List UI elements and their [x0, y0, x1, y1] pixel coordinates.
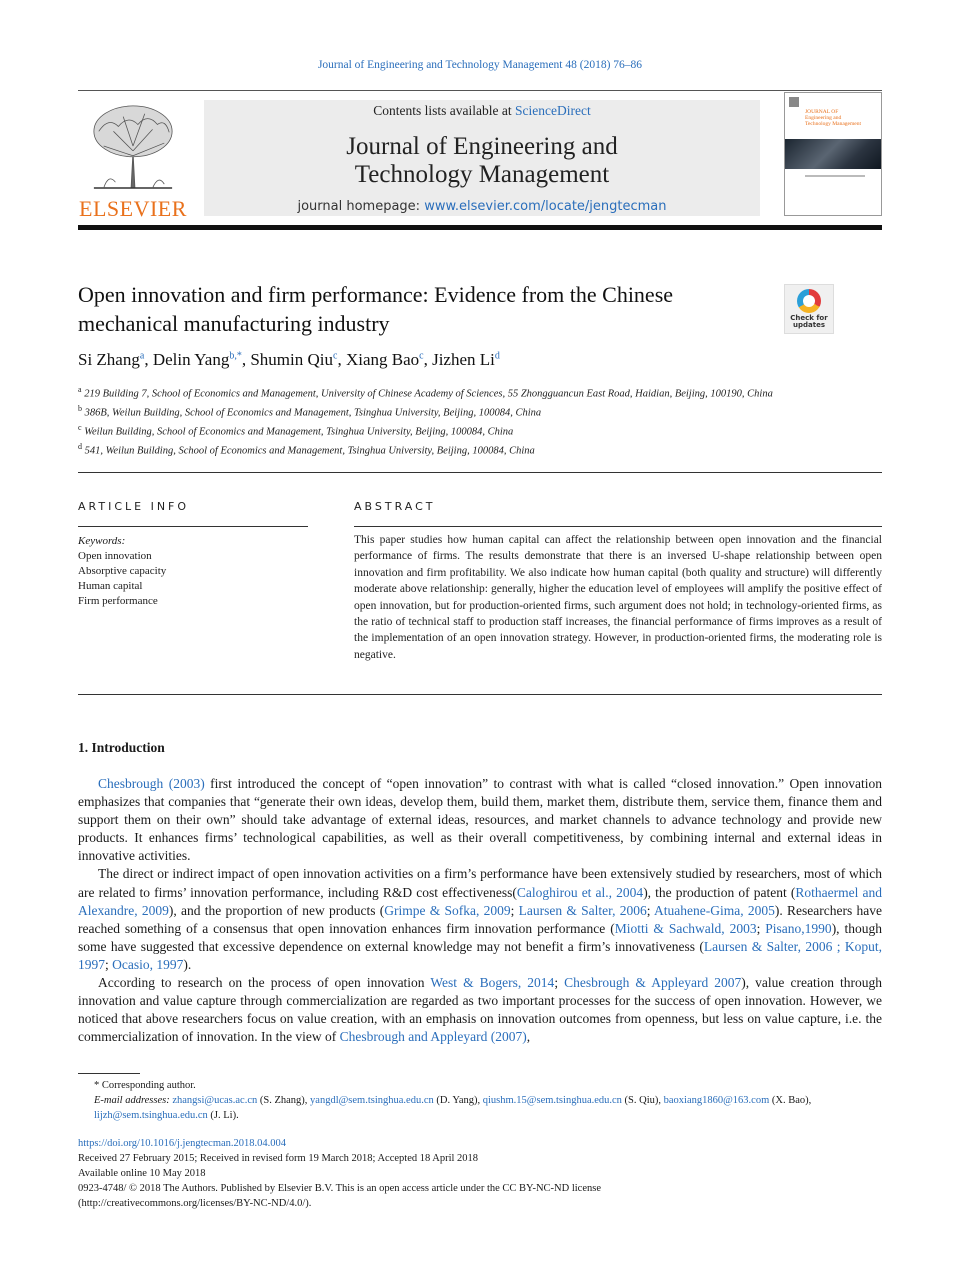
- email-owner: (J. Li).: [207, 1110, 239, 1121]
- header-rule: [78, 90, 882, 91]
- email-label: E-mail addresses:: [94, 1095, 173, 1106]
- author[interactable]: Si Zhang$^a$: [78, 350, 145, 369]
- keyword: Human capital: [78, 580, 143, 592]
- citation-link[interactable]: Miotti & Sachwald, 2003: [614, 920, 757, 936]
- body-text: ;: [554, 975, 565, 991]
- email-owner: (S. Qiu),: [621, 1095, 664, 1106]
- journal-citation[interactable]: Journal of Engineering and Technology Management 48 (2018) 76–86: [317, 59, 643, 71]
- received-dates: Received 27 February 2015; Received in revised form 19 March 2018; Accepted 18 April 2018: [78, 1153, 479, 1164]
- paragraph: [78, 865, 882, 974]
- author[interactable]: Shumin Qiu$^c$: [250, 350, 338, 369]
- cover-subline: [805, 175, 865, 177]
- header-thick-rule: [78, 225, 882, 230]
- article-info-heading: ARTICLE INFO: [78, 500, 190, 513]
- elsevier-logo: [78, 100, 200, 221]
- keyword: Open innovation: [78, 550, 152, 562]
- introduction-heading: 1. Introduction: [78, 740, 165, 755]
- body-text: According to research on the process of open innovation: [98, 975, 431, 991]
- footnotes: [78, 1078, 882, 1123]
- citation-link[interactable]: Rothaermel and Alexandre, 2009: [78, 884, 882, 918]
- elsevier-wordmark: ELSEVIER: [79, 196, 187, 221]
- citation-link[interactable]: Grimpe & Sofka, 2009: [384, 902, 511, 918]
- footnote-rule: [78, 1073, 140, 1074]
- author-list: Si Zhang$^a$, Delin Yang$^{b,*}$, Shumin Qiu$^c$, Xiang Bao$^c$, Jizhen Li$^d$: [78, 350, 500, 369]
- license-text: 0923-4748/ © 2018 The Authors. Published by Elsevier B.V. This is an open access article under the CC BY-NC-ND license: [78, 1183, 601, 1194]
- email-owner: (X. Bao),: [769, 1095, 812, 1106]
- email-link[interactable]: baoxiang1860@163.com: [663, 1095, 770, 1106]
- affiliation: $^b$ 386B, Weilun Building, School of Economics and Management, Tsinghua University, Beijing, 100084, China: [78, 404, 542, 419]
- email-owner: (S. Zhang),: [257, 1095, 311, 1106]
- license-url[interactable]: (http://creativecommons.org/licenses/BY-NC-ND/4.0/).: [78, 1198, 312, 1209]
- cover-logo-icon: [789, 97, 799, 107]
- citation-link[interactable]: Laursen & Salter, 2006 ;: [703, 938, 841, 954]
- section-rule: [78, 472, 882, 473]
- citation-link[interactable]: Pisano,1990: [765, 920, 832, 936]
- citation-link[interactable]: Chesbrough & Appleyard 2007: [564, 975, 742, 991]
- body-text: ). Researchers have reached something of a consensus that open innovation enhances firm innovation performance (: [78, 902, 882, 936]
- body-text: first introduced the concept of “open innovation” to contrast with what is called “closed innovation.” Open innovation emphasizes that companies that “generate their own ideas, develop them, build them, market them, distribute them, service them, finance them and support them on their own” should take advantage of external ideas, resources, and market channels to advance technology and provide new products. It enhances firms’ technological capabilities, as well as their overall competitiveness, by combining internal and external ideas in innovative activities.: [78, 776, 882, 864]
- author[interactable]: Jizhen Li$^d$: [432, 350, 500, 369]
- email-link[interactable]: qiushm.15@sem.tsinghua.edu.cn: [482, 1095, 622, 1106]
- section-rule: [78, 694, 882, 695]
- affiliation: $^a$ 219 Building 7, School of Economics and Management, University of Chinese Academy of Sciences, 55 Zhongguancun East Road, Haidian, Beijing, 100190, China: [78, 385, 773, 400]
- affiliation: $^c$ Weilun Building, School of Economics and Management, Tsinghua University, Beijing, 100084, China: [78, 423, 514, 438]
- citation-link[interactable]: Caloghirou et al., 2004: [516, 884, 644, 900]
- body-text: ,: [526, 1029, 531, 1045]
- publication-info: [78, 1136, 882, 1211]
- elsevier-tree-icon: [82, 102, 184, 190]
- body-text: ).: [183, 956, 192, 972]
- journal-homepage-line: journal homepage: www.elsevier.com/locate/jengtecman: [297, 199, 667, 214]
- affiliation: $^d$ 541, Weilun Building, School of Economics and Management, Tsinghua University, Beijing, 100084, China: [78, 442, 535, 457]
- body-text: ;: [510, 902, 519, 918]
- body-text: ), though some have suggested that excessive dependence on external knowledge may not benefit a firm’s innovativeness (: [78, 920, 882, 954]
- citation-link[interactable]: Ocasio, 1997: [112, 956, 184, 972]
- email-addresses: [78, 1093, 882, 1123]
- homepage-link[interactable]: www.elsevier.com/locate/jengtecman: [424, 199, 667, 214]
- check-for-updates-button[interactable]: [784, 284, 834, 334]
- citation-link[interactable]: Laursen & Salter, 2006: [518, 902, 647, 918]
- journal-title: Journal of Engineering and Technology Management: [346, 133, 618, 188]
- body-text: ;: [105, 956, 113, 972]
- email-link[interactable]: zhangsi@ucas.ac.cn: [172, 1095, 258, 1106]
- corresponding-author-note: * Corresponding author.: [94, 1080, 196, 1091]
- cover-title: JOURNAL OF Engineering and Technology Management: [805, 109, 861, 127]
- cover-image-band: [785, 139, 881, 169]
- body-text: ), value creation through innovation and value capture through commercialization are regarded as two important processes for the success of open innovation. However, we noticed that above researchers focus on value creation, with an emphasis on innovation outcomes from openness, but less on value capture, i.e. the commercialization of innovation. In the view of: [78, 975, 882, 1045]
- author[interactable]: Xiang Bao$^c$: [345, 350, 424, 369]
- introduction-body: [78, 775, 882, 1046]
- body-text: The direct or indirect impact of open innovation activities on a firm’s performance have been extensively studied by researchers, most of which are related to firms’ innovation performance, including R&D cost effectiveness(: [78, 866, 882, 900]
- sciencedirect-link[interactable]: ScienceDirect: [515, 103, 591, 118]
- article-info-rule: [78, 526, 308, 527]
- journal-cover-thumbnail[interactable]: [784, 92, 882, 216]
- citation-link[interactable]: Koput, 1997: [78, 938, 882, 972]
- citation-link[interactable]: Atuahene-Gima, 2005: [654, 902, 775, 918]
- citation-link[interactable]: Chesbrough and Appleyard (2007): [339, 1029, 527, 1045]
- body-text: ), and the proportion of new products (: [168, 902, 385, 918]
- abstract-rule: [354, 526, 882, 527]
- keyword: Absorptive capacity: [78, 565, 167, 577]
- author[interactable]: Delin Yang$^{b,*}$: [152, 350, 242, 369]
- paragraph: [78, 974, 882, 1046]
- body-text: ;: [646, 902, 655, 918]
- contents-available-line: Contents lists available at ScienceDirect: [373, 103, 591, 118]
- crossmark-label: Check for updates: [790, 314, 828, 329]
- abstract-heading: ABSTRACT: [354, 500, 436, 513]
- keywords-block: [78, 534, 308, 609]
- available-online: Available online 10 May 2018: [78, 1168, 206, 1179]
- article-title: Open innovation and firm performance: Evidence from the Chinese mechanical manufacturing industry: [78, 282, 674, 336]
- keyword: Firm performance: [78, 595, 158, 607]
- citation-link[interactable]: West & Bogers, 2014: [430, 975, 555, 991]
- body-text: ;: [756, 920, 766, 936]
- keywords-label: Keywords:: [78, 535, 126, 547]
- citation-link[interactable]: Chesbrough (2003): [98, 776, 205, 791]
- email-owner: (D. Yang),: [433, 1095, 483, 1106]
- paragraph: [78, 775, 882, 865]
- email-link[interactable]: yangdl@sem.tsinghua.edu.cn: [310, 1095, 434, 1106]
- abstract-text: This paper studies how human capital can affect the relationship between open innovation and the financial performance of firms. The results demonstrate that there is an inversed U-shape relationship between open innovation and firm profitability. We also indicate how human capital (both quality and structure) will differently moderate above relationship: generally, higher the education level of employees will amplify the positive effect of open innovation, but for production-oriented firms, such argument does not hold; in technology-oriented firms, as the ratio of technical staff to production staff increases, the financial performance of firms improves as a result of the implementation of an open innovation strategy. However, in production-oriented firms, the moderating role is negative.: [354, 534, 882, 661]
- email-link[interactable]: lijzh@sem.tsinghua.edu.cn: [94, 1110, 208, 1121]
- affiliations: [78, 383, 778, 459]
- body-text: ), the production of patent (: [643, 884, 796, 900]
- doi-link[interactable]: https://doi.org/10.1016/j.jengtecman.2018.04.004: [78, 1138, 287, 1149]
